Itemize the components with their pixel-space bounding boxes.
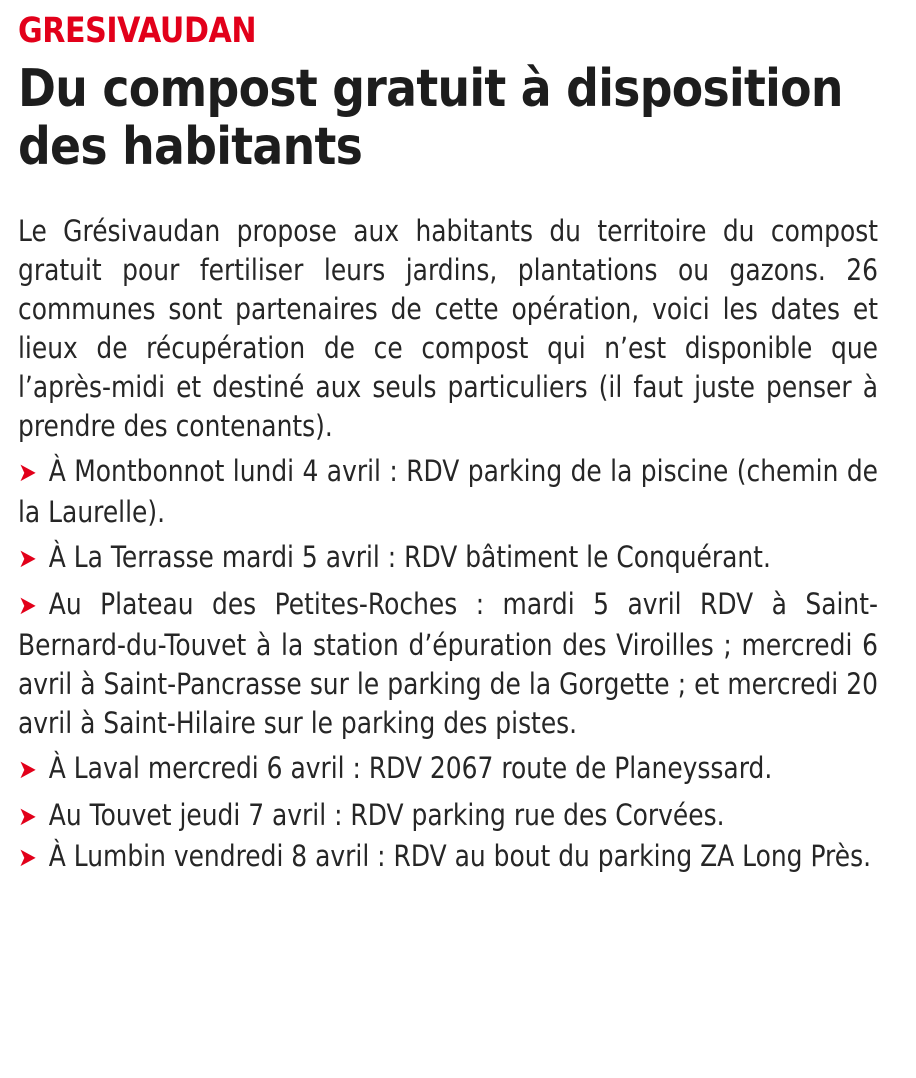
red-arrow-icon: ➤	[18, 755, 37, 785]
list-item-text: À Montbonnot lundi 4 avril : RDV parking de la piscine (chemin de la Laurelle).	[18, 454, 878, 529]
list-item	[18, 796, 878, 837]
red-arrow-icon: ➤	[18, 458, 37, 488]
headline: Du compost gratuit à disposition des habitants	[18, 59, 843, 177]
list-item	[18, 452, 878, 532]
article	[18, 10, 878, 878]
red-arrow-icon: ➤	[18, 802, 37, 832]
list-item-text: Au Plateau des Petites-Roches : mardi 5 avril RDV à Saint-Bernard-du-Touvet à la station d’épuration des Viroilles ; mercredi 6 avril à Saint-Pancrasse sur le parking de la Gorgette ; et mercredi 20 avril à Saint-Hilaire sur le parking des pistes.	[18, 587, 878, 740]
list-item	[18, 837, 878, 878]
list-item-text: À Laval mercredi 6 avril : RDV 2067 route de Planeyssard.	[48, 751, 773, 785]
list-item	[18, 538, 878, 579]
red-arrow-icon: ➤	[18, 544, 37, 574]
list-item	[18, 749, 878, 790]
red-arrow-icon: ➤	[18, 591, 37, 621]
red-arrow-icon: ➤	[18, 843, 37, 873]
list-item-text: À Lumbin vendredi 8 avril : RDV au bout du parking ZA Long Près.	[48, 839, 872, 873]
list-item-text: À La Terrasse mardi 5 avril : RDV bâtiment le Conquérant.	[48, 540, 771, 574]
intro-paragraph: Le Grésivaudan propose aux habitants du territoire du compost gratuit pour fertiliser leurs jardins, plantations ou gazons. 26 communes sont partenaires de cette opération, voici les dates et lieux de récupération de ce compost qui n’est disponible que l’après-midi et destiné aux seuls particuliers (il faut juste penser à prendre des contenants).	[18, 214, 878, 443]
article-body	[18, 212, 878, 878]
section-kicker: GRESIVAUDAN	[18, 11, 257, 51]
list-item	[18, 585, 878, 743]
list-item-text: Au Touvet jeudi 7 avril : RDV parking rue des Corvées.	[48, 798, 725, 832]
